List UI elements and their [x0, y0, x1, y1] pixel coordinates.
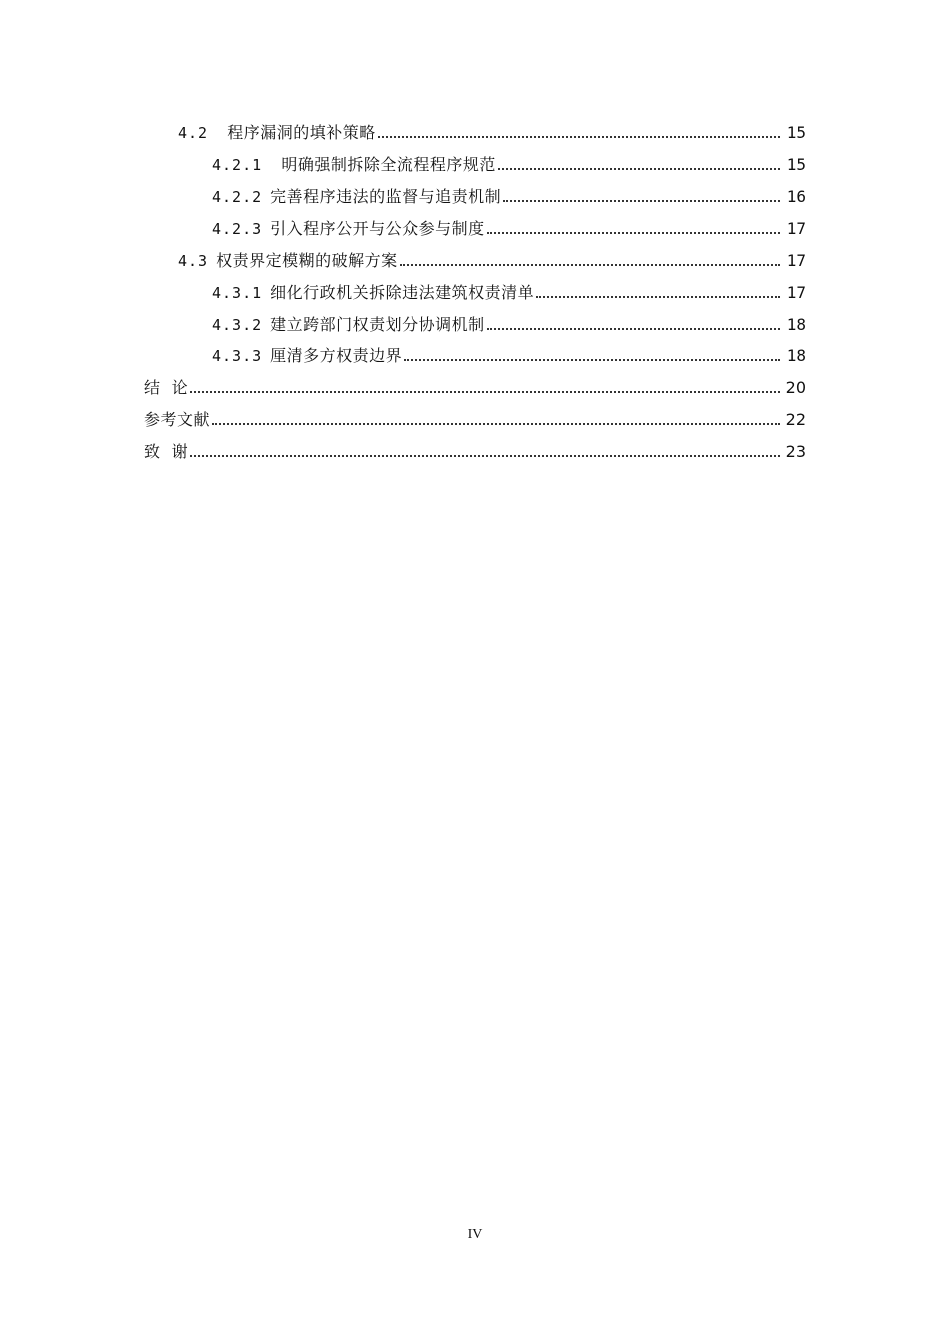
toc-entry-title: 厘清多方权责边界 — [270, 346, 403, 365]
toc-entry-label — [212, 282, 534, 304]
dot-leader — [400, 258, 780, 266]
toc-entry-label — [212, 218, 485, 240]
toc-entry-4-3-3[interactable] — [212, 343, 806, 367]
dot-leader — [487, 322, 780, 330]
toc-entry-title: 完善程序违法的监督与追责机制 — [270, 187, 502, 206]
toc-entry-page: 20 — [785, 378, 806, 397]
toc-entry-title: 致 谢 — [144, 442, 189, 461]
dot-leader — [212, 417, 780, 425]
toc-entry-number: 4.2.2 — [212, 188, 263, 206]
dot-leader — [536, 290, 780, 298]
toc-entry-page: 18 — [786, 346, 806, 365]
toc-entry-4-2-1[interactable] — [212, 152, 806, 176]
toc-entry-label — [212, 345, 402, 367]
dot-leader — [378, 130, 780, 138]
dot-leader — [190, 449, 779, 457]
toc-entry-title: 建立跨部门权责划分协调机制 — [270, 315, 485, 334]
toc-entry-references[interactable] — [144, 407, 806, 431]
toc-entry-4-3-2[interactable] — [212, 312, 806, 336]
toc-entry-number: 4.2 — [178, 124, 209, 142]
toc-entry-4-3[interactable] — [178, 248, 806, 272]
toc-entry-label — [212, 314, 485, 336]
toc-entry-page: 23 — [785, 442, 806, 461]
dot-leader — [487, 226, 780, 234]
toc-entry-number: 4.3.1 — [212, 284, 263, 302]
page-number-footer: IV — [467, 1227, 483, 1242]
toc-entry-number: 4.2.3 — [212, 220, 263, 238]
toc-entry-page: 22 — [785, 410, 806, 429]
toc-entry-conclusion[interactable] — [144, 375, 806, 399]
toc-entry-page: 15 — [786, 123, 806, 142]
toc-entry-title: 明确强制拆除全流程程序规范 — [270, 155, 496, 174]
toc-entry-4-2[interactable] — [178, 120, 806, 144]
toc-entry-title: 细化行政机关拆除违法建筑权责清单 — [270, 283, 535, 302]
toc-entry-page: 17 — [786, 251, 806, 270]
toc-entry-title: 结 论 — [144, 378, 189, 397]
toc-entry-number: 4.3.3 — [212, 347, 263, 365]
toc-entry-title: 权责界定模糊的破解方案 — [216, 251, 398, 270]
dot-leader — [498, 162, 780, 170]
toc-entry-label — [212, 186, 501, 208]
toc-entry-number: 4.3.2 — [212, 316, 263, 334]
toc-entry-page: 18 — [786, 315, 806, 334]
toc-entry-page: 16 — [786, 187, 806, 206]
toc-entry-label — [178, 250, 398, 272]
toc-entry-page: 15 — [786, 155, 806, 174]
toc-entry-4-3-1[interactable] — [212, 280, 806, 304]
dot-leader — [503, 194, 780, 202]
toc-entry-title: 引入程序公开与公众参与制度 — [270, 219, 485, 238]
toc-entry-acknowledgements[interactable] — [144, 439, 806, 463]
toc-entry-title: 程序漏洞的填补策略 — [216, 123, 376, 142]
toc-entry-label — [178, 122, 376, 144]
toc-entry-4-2-3[interactable] — [212, 216, 806, 240]
toc-entry-4-2-2[interactable] — [212, 184, 806, 208]
dot-leader — [404, 353, 780, 361]
toc-entry-page: 17 — [786, 219, 806, 238]
dot-leader — [190, 385, 779, 393]
toc-entry-title: 参考文献 — [144, 410, 211, 429]
toc-entry-page: 17 — [786, 283, 806, 302]
toc-entry-number: 4.2.1 — [212, 156, 263, 174]
toc-entry-label — [212, 154, 496, 176]
toc-entry-number: 4.3 — [178, 252, 209, 270]
